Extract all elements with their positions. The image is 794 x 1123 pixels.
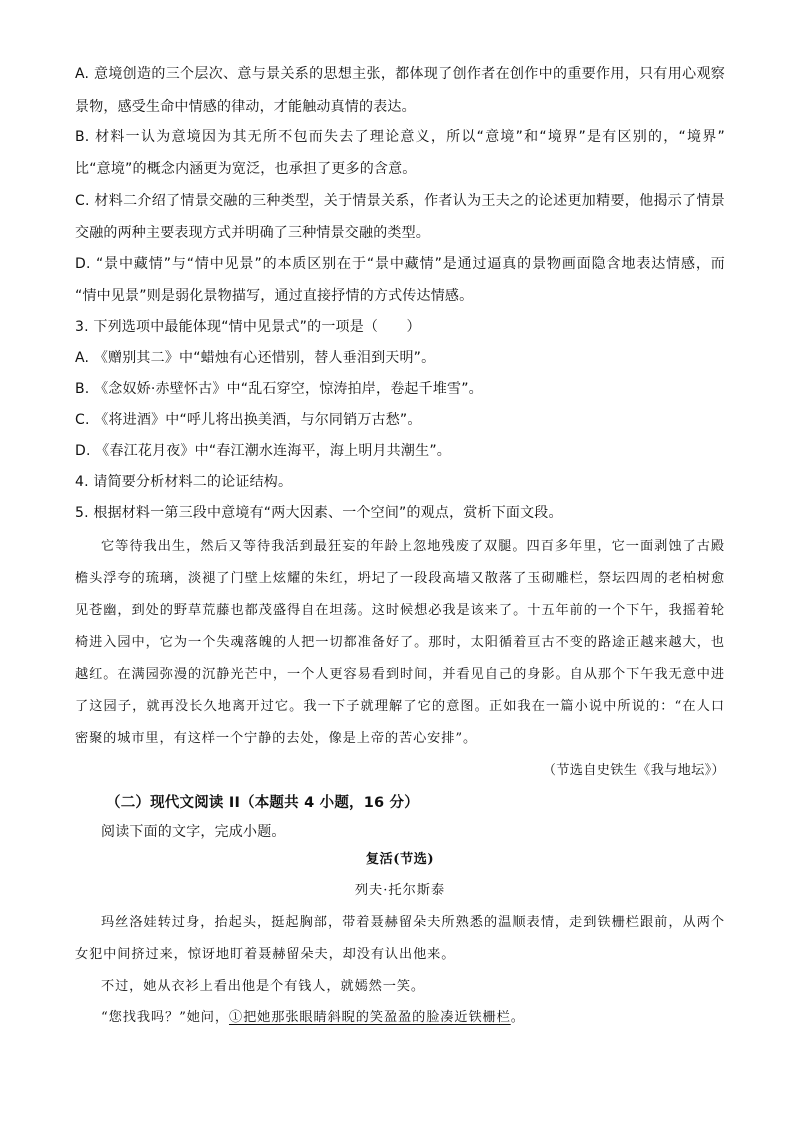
q5-stem: 5. 根据材料一第三段中意境有“两大因素、一个空间”的观点，赏析下面文段。 — [75, 505, 563, 521]
q3-option-c: C. 《将进酒》中“呼儿将出换美酒，与尔同销万古愁”。 — [75, 412, 422, 428]
q2-option-d-line1: D. “景中藏情”与“情中见景”的本质区别在于“景中藏情”是通过逼真的景物画面隐含地表达情感，而 — [75, 256, 725, 272]
section2-instruction: 阅读下面的文字，完成小题。 — [101, 824, 286, 840]
passage1-line: 椅进入园中，它为一个失魂落魄的人把一切都准备好了。那时，太阳循着亘古不变的路途正越来越大，也 — [75, 635, 725, 650]
passage2-paragraph3 — [101, 1008, 721, 1028]
passage2-paragraph2: 不过，她从衣衫上看出他是个有钱人，就嫣然一笑。 — [101, 979, 426, 994]
q2-option-c-line2: 交融的两种主要表现方式并明确了三种情景交融的类型。 — [75, 225, 430, 241]
passage1-line: 见苍幽，到处的野草荒藤也都茂盛得自在坦荡。这时候想必我是该来了。十五年前的一个下午，我摇着轮 — [75, 603, 725, 618]
passage2-paragraph1-line2: 女犯中间挤过来，惊讶地盯着聂赫留朵夫，却没有认出他来。 — [75, 947, 456, 962]
q2-option-b-line1: B. 材料一认为意境因为其无所不包而失去了理论意义，所以“意境”和“境界”是有区别的，“境界” — [75, 129, 725, 145]
q3-stem: 3. 下列选项中最能体现“情中见景式”的一项是（ ） — [75, 319, 421, 335]
underlined-sentence-1: ①把她那张眼睛斜睨的笑盈盈的脸凑近铁栅栏 — [228, 1010, 511, 1025]
q2-option-a-line1: A. 意境创造的三个层次、意与景关系的思想主张，都体现了创作者在创作中的重要作用，只有用心观察 — [75, 66, 725, 82]
q3-option-d: D. 《春江花月夜》中“春江潮水连海平，海上明月共潮生”。 — [75, 443, 451, 459]
passage1-line: 檐头浮夸的琉璃，淡褪了门壁上炫耀的朱红，坍圮了一段段高墙又散落了玉砌雕栏，祭坛四周的老柏树愈 — [75, 571, 725, 586]
passage2-period: 。 — [510, 1010, 525, 1025]
passage1-line: 它等待我出生，然后又等待我活到最狂妄的年龄上忽地残废了双腿。四百多年里，它一面剥蚀了古殿 — [101, 539, 725, 554]
q2-option-b-line2: 比“意境”的概念内涵更为宽泛，也承担了更多的含意。 — [75, 161, 417, 177]
q3-option-b: B. 《念奴娇·赤壁怀古》中“乱石穿空，惊涛拍岸，卷起千堆雪”。 — [75, 381, 483, 397]
passage1-line: 密聚的城市里，有这样一个宁静的去处，像是上帝的苦心安排”。 — [75, 731, 478, 746]
passage2-author: 列夫·托尔斯泰 — [354, 883, 446, 898]
passage2-paragraph1-line1: 玛丝洛娃转过身，抬起头，挺起胸部，带着聂赫留朵夫所熟悉的温顺表情，走到铁栅栏跟前，从两个 — [101, 915, 725, 930]
passage2-dialogue: “您找我吗？”她问， — [101, 1010, 229, 1025]
q4-stem: 4. 请简要分析材料二的论证结构。 — [75, 474, 293, 490]
section2-heading: （二）现代文阅读 II（本题共 4 小题，16 分） — [106, 795, 419, 811]
passage1-source: （节选自史铁生《我与地坛》） — [542, 763, 725, 778]
passage2-title: 复活(节选) — [365, 852, 435, 867]
passage1-line: 了这园子，就再没长久地离开过它。我一下子就理解了它的意图。正如我在一篇小说中所说的：“在人口 — [75, 699, 725, 714]
passage1-line: 越红。在满园弥漫的沉静光芒中，一个人更容易看到时间，并看见自己的身影。自从那个下午我无意中进 — [75, 667, 725, 682]
q2-option-d-line2: “情中见景”则是弱化景物描写，通过直接抒情的方式传达情感。 — [75, 288, 474, 304]
q2-option-a-line2: 景物，感受生命中情感的律动，才能触动真情的表达。 — [75, 99, 416, 115]
q2-option-c-line1: C. 材料二介绍了情景交融的三种类型，关于情景关系，作者认为王夫之的论述更加精要，他揭示了情景 — [75, 193, 725, 209]
q3-option-a: A. 《赠别其二》中“蜡烛有心还惜别，替人垂泪到天明”。 — [75, 350, 436, 366]
